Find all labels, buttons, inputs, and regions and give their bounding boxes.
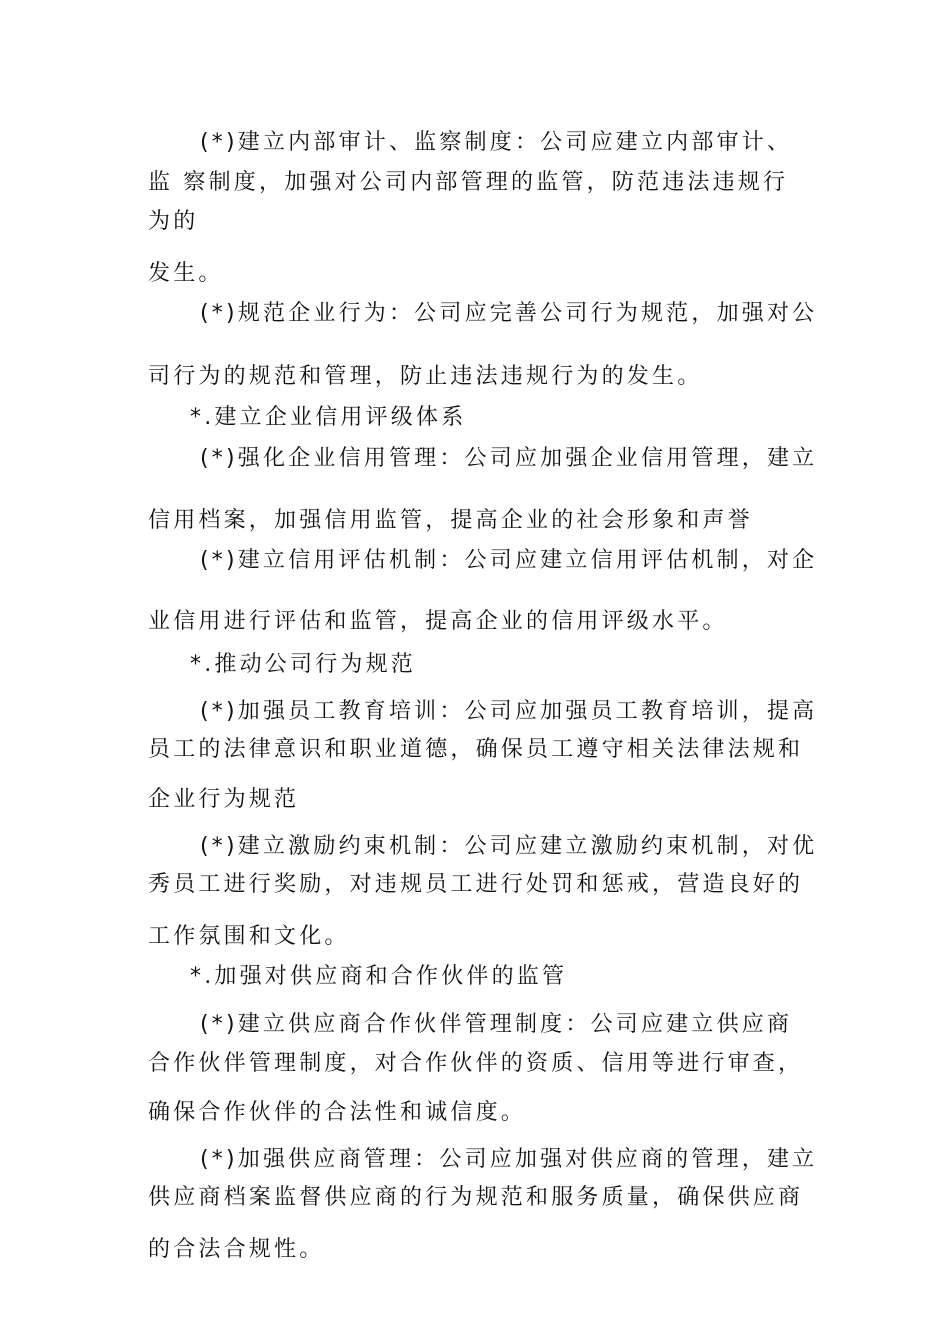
paragraph-line: 供应商档案监督供应商的行为规范和服务质量，确保供应商 (148, 1185, 804, 1210)
paragraph-line: 企业行为规范 (148, 787, 300, 812)
section-heading: *.加强对供应商和合作伙伴的监管 (190, 964, 568, 989)
paragraph-line: (*)加强供应商管理：公司应加强对供应商的管理，建立 (200, 1147, 818, 1172)
section-heading: *.推动公司行为规范 (190, 652, 416, 677)
paragraph-line: 工作氛围和文化。 (148, 924, 350, 949)
paragraph-line: (*)加强员工教育培训：公司应加强员工教育培训，提高 (200, 699, 818, 724)
paragraph-line: 发生。 (148, 261, 224, 286)
paragraph-line: (*)建立信用评估机制：公司应建立信用评估机制，对企 (200, 548, 818, 573)
paragraph-line: (*)规范企业行为：公司应完善公司行为规范，加强对公 (200, 301, 818, 326)
section-heading: *.建立企业信用评级体系 (190, 405, 467, 430)
paragraph-line: 员工的法律意识和职业道德，确保员工遵守相关法律法规和 (148, 737, 804, 762)
paragraph-line: 合作伙伴管理制度，对合作伙伴的资质、信用等进行审查， (148, 1051, 804, 1076)
paragraph-line: 信用档案，加强信用监管，提高企业的社会形象和声誉 (148, 508, 753, 533)
paragraph-line: 为的 (148, 209, 199, 234)
paragraph-line: 的合法合规性。 (148, 1237, 325, 1262)
paragraph-line: (*)建立供应商合作伙伴管理制度：公司应建立供应商 (200, 1012, 793, 1037)
paragraph-line: 监 察制度，加强对公司内部管理的监管，防范违法违规行 (148, 170, 789, 195)
paragraph-line: 确保合作伙伴的合法性和诚信度。 (148, 1100, 527, 1125)
paragraph-line: 业信用进行评估和监管，提高企业的信用评级水平。 (148, 609, 728, 634)
paragraph-line: (*)建立激励约束机制：公司应建立激励约束机制，对优 (200, 834, 818, 859)
paragraph-line: (*)建立内部审计、监察制度：公司应建立内部审计、 (200, 130, 793, 155)
paragraph-line: (*)强化企业信用管理：公司应加强企业信用管理，建立 (200, 446, 818, 471)
paragraph-line: 司行为的规范和管理，防止违法违规行为的发生。 (148, 364, 703, 389)
paragraph-line: 秀员工进行奖励，对违规员工进行处罚和惩戒，营造良好的 (148, 872, 804, 897)
